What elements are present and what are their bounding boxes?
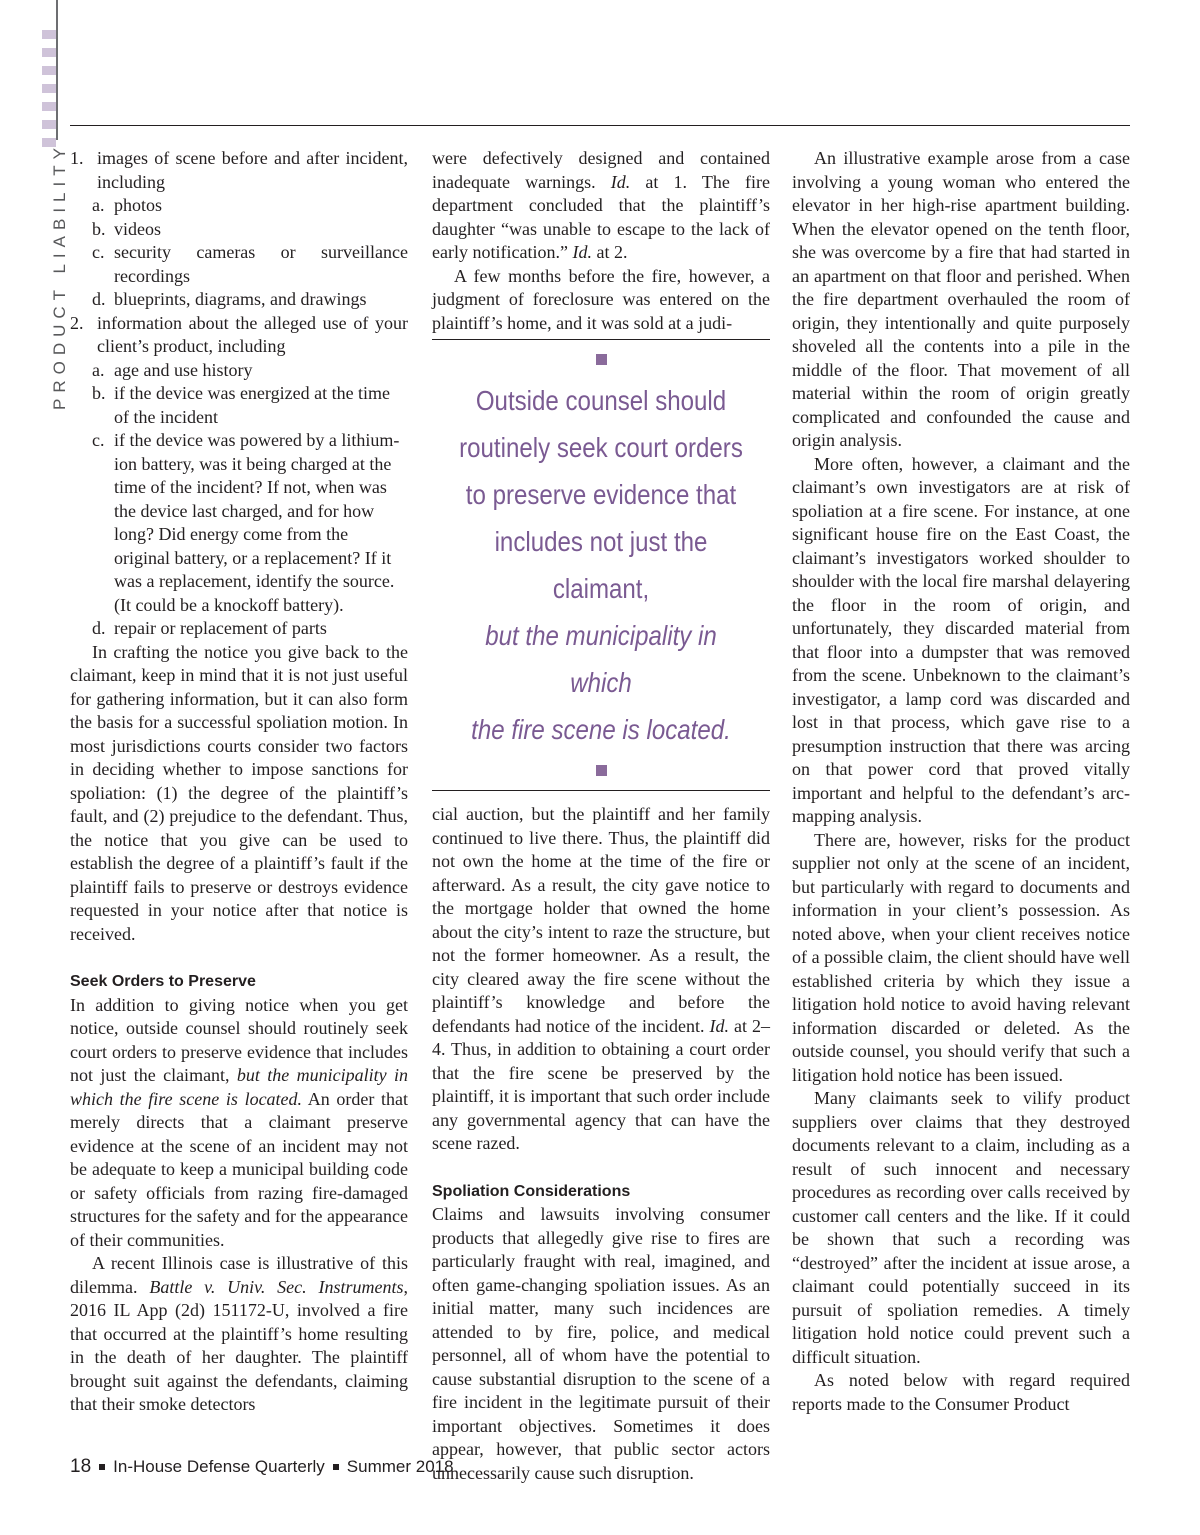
quote-line: routinely seek court orders <box>459 432 743 463</box>
list-letter: c. <box>92 430 105 450</box>
side-tick <box>42 120 56 129</box>
list-item <box>70 147 408 194</box>
text-run: at 2. <box>591 242 628 262</box>
quote-line: includes not just the claimant, <box>494 526 708 604</box>
list-subitem <box>70 288 408 312</box>
list-text: photos <box>114 195 163 215</box>
paragraph: In crafting the notice you give back to the claimant, keep in mind that it is not just useful for gathering information, but it can also form the basis for a successful spoliation motion. In most jurisdictions courts consider two factors in deciding whether to impose sanctions for spoliation: (1) the degree of the plaintiff’s fault, and (2) prejudice to the defendant. Thus, the notice that you give can be used to establish the degree of a plaintiff’s fault if the plaintiff fails to preserve or destroys evidence requested in your notice after that notice is received. <box>70 641 408 944</box>
paragraph: As noted below with regard required reports made to the Consumer Product <box>792 1370 1130 1414</box>
side-rule <box>56 0 58 140</box>
text-run: were defectively designed and contained inadequate warnings. <box>432 148 770 192</box>
text-run: cial auction, but the plaintiff and her family continued to live there. Thus, the plaintiff did not own the home at the time of the fire or afterward. As a result, the city gave notice to the mortgage holder that owned the home about the city’s intent to raze the structure, but not the former homeowner. As a result, the city cleared away the fire scene without the plaintiff’s knowledge and before the defendants had notice of the incident. <box>432 804 770 1036</box>
pull-quote-text <box>456 377 747 753</box>
publication-name: In-House Defense Quarterly <box>113 1457 325 1476</box>
list-letter: c. <box>92 242 105 262</box>
paragraph <box>432 803 770 1156</box>
text-run: at 1. The fire department concluded that the plaintiff’s daughter “was unable to escape to the lack of early notification.” <box>432 171 770 262</box>
quote-line: to preserve evidence that <box>465 479 737 510</box>
list-subitem <box>70 429 408 617</box>
text-run: , 2016 IL App (2d) 151172-U, involved a fire that occurred at the plaintiff’s home resulting in the death of her daughter. The plaintiff brought suit against the defendants, claiming that their smoke detectors <box>70 1276 409 1414</box>
column-2 <box>432 147 770 1485</box>
list-subitem <box>70 241 408 288</box>
issue-date: Summer 2018 <box>346 1457 454 1476</box>
list-text: if the device was powered by a lithium-ion battery, was it being charged at the time of the incident? If not, when was the device last charged, and for how long? Did energy come from the original battery, or a replacement? If it was a replacement, identify the source. (It could be a knockoff battery). <box>114 430 400 615</box>
citation: Id. <box>610 171 631 192</box>
paragraph <box>70 994 408 1253</box>
list-text: if the device was energized at the time of the incident <box>114 383 391 427</box>
section-label: PRODUCT LIABILITY <box>50 142 69 410</box>
list-text: information about the alleged use of your client’s product, including <box>97 312 408 356</box>
list-number: 2. <box>70 312 84 333</box>
section-heading: Spoliation Considerations <box>432 1182 631 1200</box>
square-bullet-icon <box>596 354 607 365</box>
paragraph: A few months before the fire, however, a judgment of foreclosure was entered on the plaintiff’s home, and it was sold at a judi- <box>432 265 770 333</box>
list-text: age and use history <box>114 359 253 380</box>
bullet-icon <box>333 1464 339 1470</box>
page-number: 18 <box>70 1456 92 1477</box>
list-letter: d. <box>92 289 106 309</box>
emphasis: but the municipality in which the fire scene is located. <box>70 1065 408 1109</box>
paragraph: Claims and lawsuits involving consumer products that allegedly give rise to fires are particularly fraught with real, imagined, and often game-changing spoliation issues. As an initial matter, many such incidences are attended to by fire, police, and medical personnel, all of whom have the potential to cause substantial disruption to the scene of a fire incident in the legitimate pursuit of their important objectives. Sometimes it does appear, however, that public sector actors unnecessarily cause such disruption. <box>432 1204 770 1483</box>
paragraph: Many claimants seek to vilify product suppliers over claims that they destroyed documents relevant to a claim, including as a result of such innocent and necessary procedures as recording over calls received by customer call centers and the like. If it could be shown that such a recording was “destroyed” after the incident at issue arose, a claimant could potentially succeed in its pursuit of spoliation remedies. A timely litigation hold notice could prevent such a difficult situation. <box>792 1088 1130 1367</box>
list-subitem <box>70 359 408 383</box>
list-item <box>70 312 408 359</box>
quote-line: the fire scene is located. <box>471 714 731 745</box>
list-text: images of scene before and after incident, including <box>97 148 408 192</box>
citation: Id. <box>709 1015 729 1036</box>
side-tick <box>42 48 56 57</box>
quote-line: Outside counsel should <box>475 385 727 416</box>
paragraph: An illustrative example arose from a case involving a young woman who entered the elevator in her high-rise apartment building. When the elevator opened on the tenth floor, she was overcome by a fire that had started in an apartment on that floor and perished. When the fire department overhauled the room of origin, they intentionally and quite purposely shoveled all the contents into a pile in the middle of the floor. That movement of all material within the room of origin greatly complicated and confounded the cause and origin analysis. <box>792 148 1130 450</box>
case-citation: Battle v. Univ. Sec. Instruments <box>149 1276 404 1297</box>
list-letter: b. <box>92 383 106 403</box>
list-letter: a. <box>92 359 105 380</box>
text-run: at 2–4. Thus, in addition to obtaining a court order that the fire scene be preserved by the plaintiff, it is important that such order include any governmental agency that can have the scene razed. <box>432 1015 770 1153</box>
side-decoration <box>42 0 59 150</box>
list-text: blueprints, diagrams, and drawings <box>114 289 367 309</box>
citation: Id. <box>572 242 592 262</box>
list-subitem <box>70 617 408 641</box>
list-subitem <box>70 218 408 242</box>
bullet-icon <box>99 1464 105 1470</box>
square-bullet-icon <box>596 765 607 776</box>
paragraph <box>70 1252 408 1417</box>
list-subitem <box>70 194 408 218</box>
section-heading: Seek Orders to Preserve <box>70 973 256 990</box>
column-1 <box>70 147 408 1417</box>
page-footer <box>70 1456 454 1478</box>
list-letter: b. <box>92 218 106 239</box>
text-run: An order that merely directs that a claimant preserve evidence at the scene of an incident may not be adequate to keep a municipal building code or safety officials from razing fire-damaged structures for the safety and for the appearance of their communities. <box>70 1088 408 1250</box>
pull-quote <box>432 339 770 791</box>
list-text: videos <box>114 218 161 239</box>
text-run: A recent Illinois case is illustrative of this dilemma. <box>70 1253 408 1297</box>
paragraph: There are, however, risks for the product supplier not only at the scene of an incident, but particularly with regard to documents and information in your client’s possession. As noted above, when your client receives notice of a possible claim, the client should have well established criteria by which they issue a litigation hold notice to avoid having relevant information discarded or deleted. As the outside counsel, you should verify that such a litigation hold notice has been issued. <box>792 829 1130 1085</box>
evidence-list <box>70 147 408 641</box>
list-subitem <box>70 382 408 429</box>
side-tick <box>42 66 56 75</box>
list-text: security cameras or surveillance recordings <box>114 242 408 286</box>
side-tick <box>42 102 56 111</box>
quote-line: but the municipality in which <box>485 620 717 698</box>
list-number: 1. <box>70 148 84 168</box>
side-tick <box>42 30 56 39</box>
list-letter: d. <box>92 618 106 638</box>
paragraph <box>432 147 770 265</box>
list-text: repair or replacement of parts <box>114 618 327 638</box>
text-run: In addition to giving notice when you get notice, outside counsel should routinely seek court orders to preserve evidence that includes not just the claimant, <box>70 994 408 1085</box>
paragraph: More often, however, a claimant and the claimant’s own investigators are at risk of spoliation at a fire scene. For instance, at one significant house fire on the East Coast, the claimant’s investigators worked shoulder to shoulder with the local fire marshal delayering the floor in the room of origin, and unfortunately, they discarded material from that floor into a dumpster that was removed from the scene. Unbeknown to the claimant’s investigator, a lamp cord was discarded and lost in that process, which gave rise to a presumption instruction that there was arcing on that power cord that proved vitally important and helpful to the defendant’s arc-mapping analysis. <box>792 453 1130 826</box>
top-rule <box>70 125 1130 126</box>
column-3 <box>792 147 1130 1416</box>
side-tick <box>42 84 56 93</box>
list-letter: a. <box>92 195 105 215</box>
